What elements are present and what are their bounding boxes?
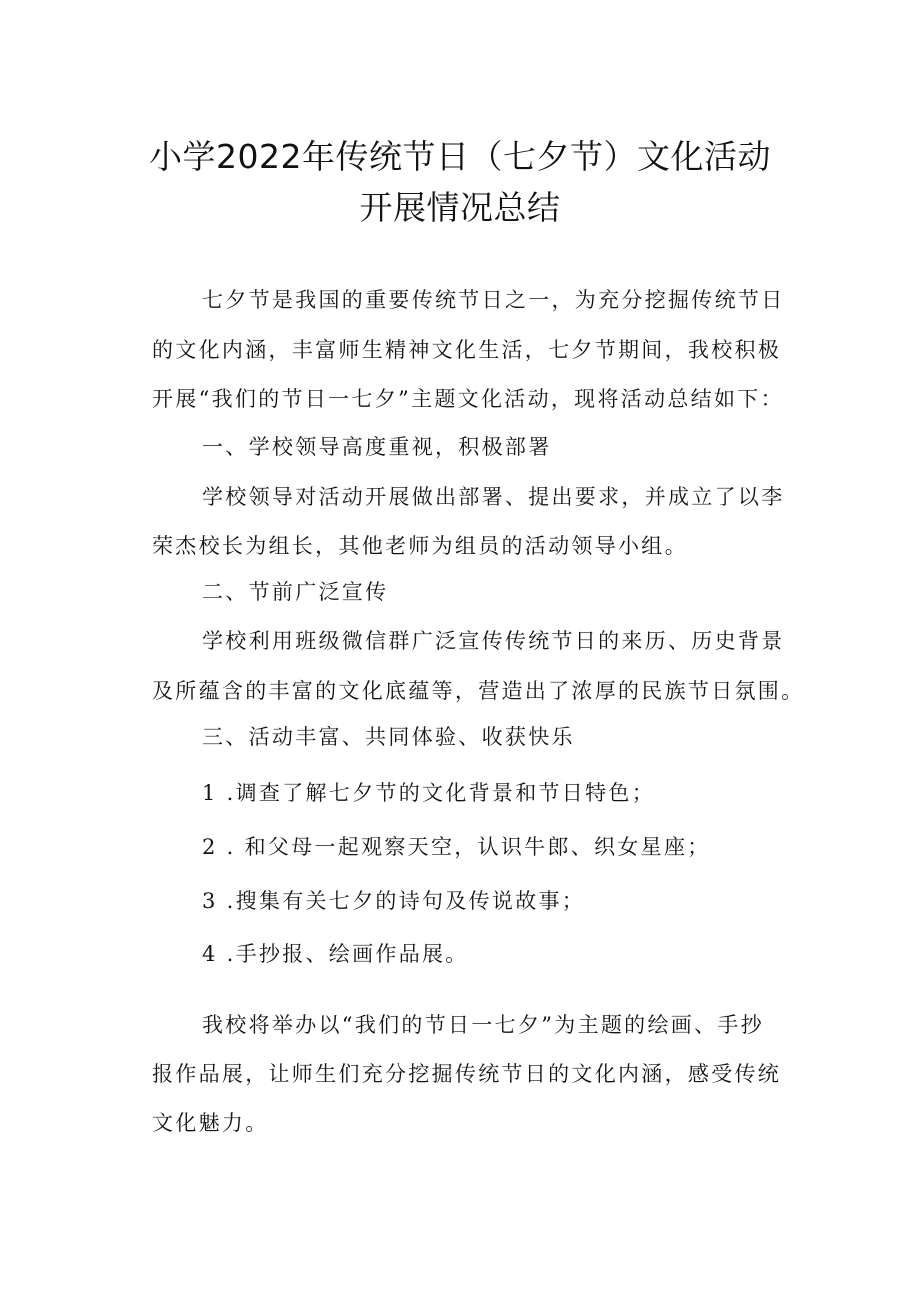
closing-line-1: 我校将举办以“我们的节日一七夕”为主题的绘画、手抄 bbox=[202, 1013, 764, 1037]
document-title-line-2: 开展情况总结 bbox=[359, 188, 561, 227]
section-1-heading: 一、学校领导高度重视，积极部署 bbox=[202, 435, 552, 459]
section-3-item-4: 4 .手抄报、绘画作品展。 bbox=[202, 942, 469, 966]
closing-line-2: 报作品展，让师生们充分挖掘传统节日的文化内涵，感受传统 bbox=[152, 1062, 782, 1086]
intro-line-1: 七夕节是我国的重要传统节日之一，为充分挖掘传统节日 bbox=[202, 288, 785, 312]
document-title-line-1: 小学2022年传统节日（七夕节）文化活动 bbox=[149, 137, 771, 176]
section-3-heading: 三、活动丰富、共同体验、收获快乐 bbox=[202, 725, 575, 749]
section-1-body-line-2: 荣杰校长为组长，其他老师为组员的活动领导小组。 bbox=[152, 534, 688, 558]
section-3-item-1: 1 .调查了解七夕节的文化背景和节日特色； bbox=[202, 781, 656, 805]
intro-line-3: 开展“我们的节日一七夕”主题文化活动，现将活动总结如下： bbox=[152, 387, 784, 411]
section-2-heading: 二、节前广泛宣传 bbox=[202, 580, 389, 604]
section-2-body-line-2: 及所蕴含的丰富的文化底蕴等，营造出了浓厚的民族节日氛围。 bbox=[152, 679, 805, 703]
intro-line-2: 的文化内涵，丰富师生精神文化生活，七夕节期间，我校积极 bbox=[152, 338, 782, 362]
section-3-item-3: 3 .搜集有关七夕的诗句及传说故事； bbox=[202, 889, 586, 913]
section-2-body-line-1: 学校利用班级微信群广泛宣传传统节日的来历、历史背景 bbox=[202, 629, 785, 653]
section-3-item-2: 2 . 和父母一起观察天空，认识牛郎、织女星座； bbox=[202, 835, 711, 859]
section-1-body-line-1: 学校领导对活动开展做出部署、提出要求，并成立了以李 bbox=[202, 485, 785, 509]
closing-line-3: 文化魅力。 bbox=[152, 1111, 269, 1135]
